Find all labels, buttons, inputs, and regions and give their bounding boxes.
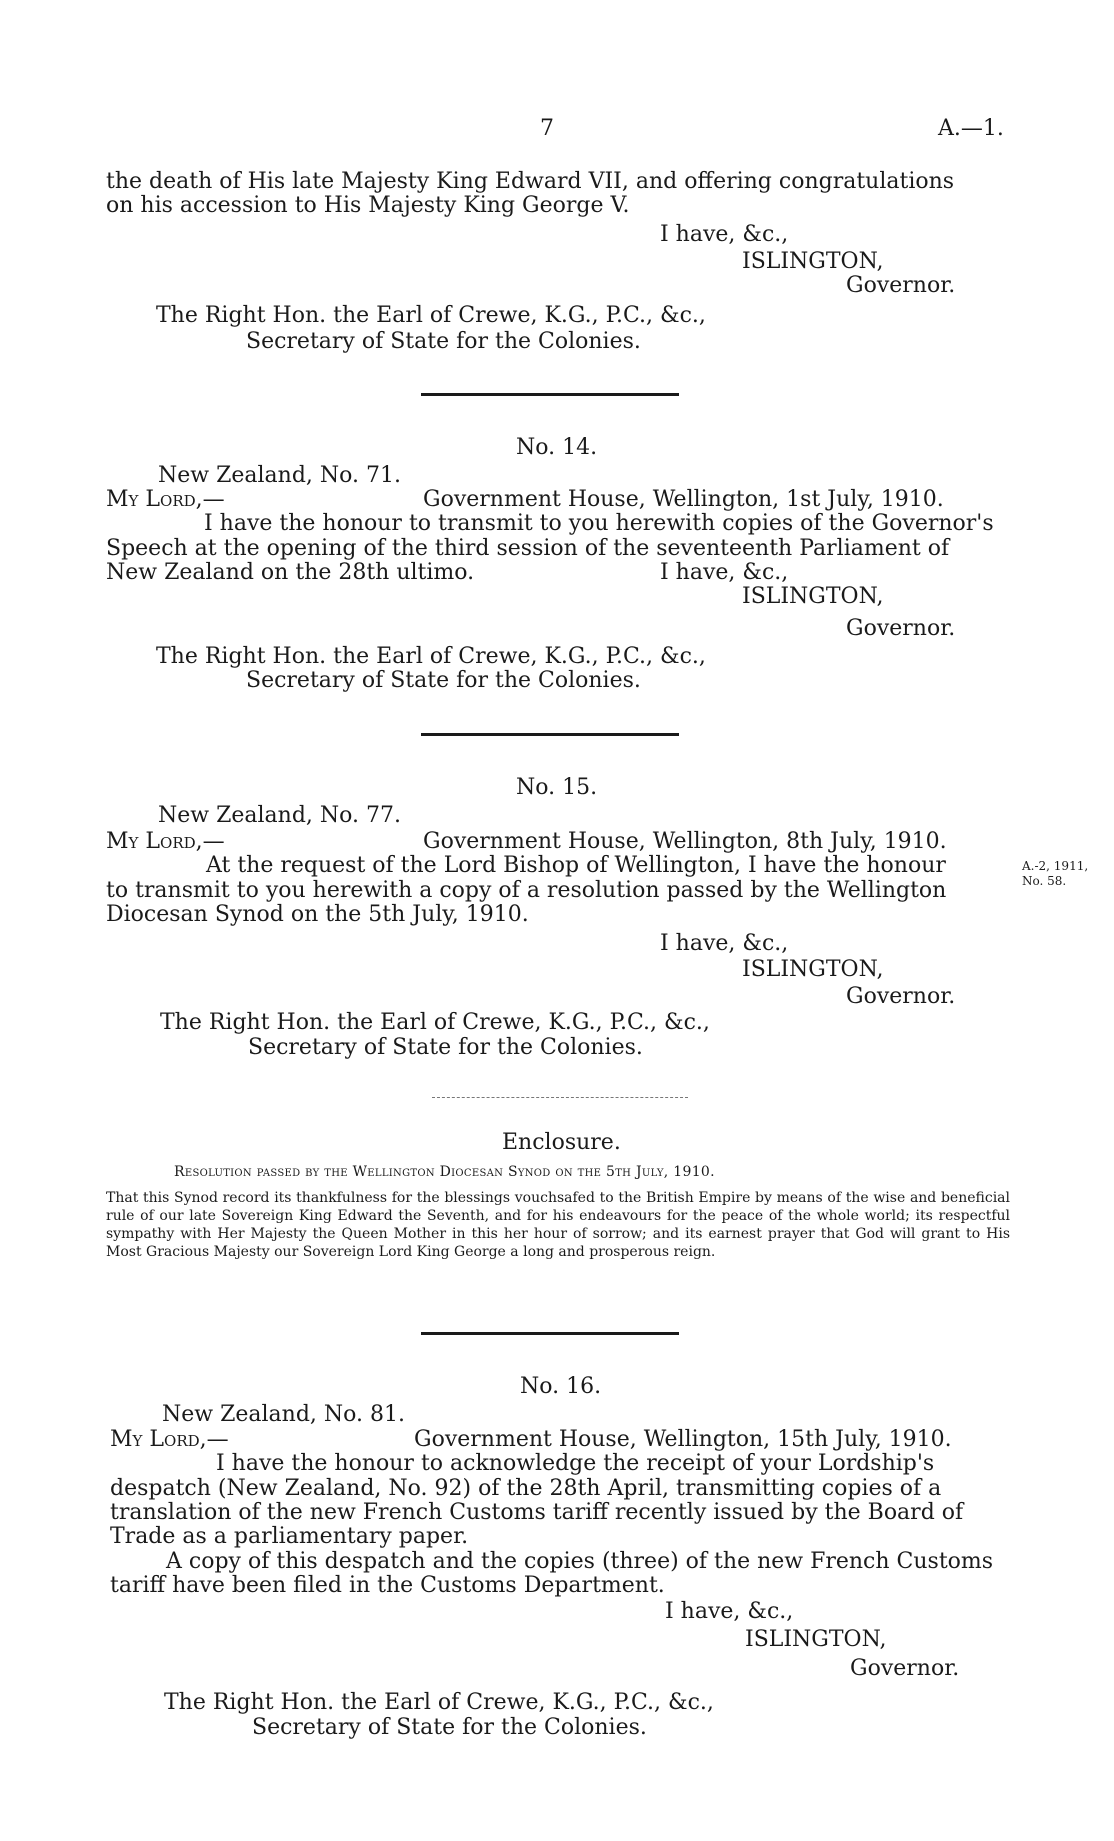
no15-addressee-line-1: The Right Hon. the Earl of Crewe, K.G., P.C., &c., (160, 1010, 710, 1035)
no14-addressee-line-1: The Right Hon. the Earl of Crewe, K.G., P.C., &c., (156, 644, 706, 669)
no15-heading: No. 15. (516, 775, 598, 800)
intro-line-1: the death of His late Majesty King Edward VII, and offering congratulations (106, 169, 955, 194)
no16-dispatch-number: New Zealand, No. 81. (162, 1402, 405, 1427)
enclosure-subheading: Resolution passed by the Wellington Diocesan Synod on the 5th July, 1910. (174, 1164, 715, 1180)
no16-salutation: My Lord,— (110, 1427, 229, 1452)
no14-place-date: Government House, Wellington, 1st July, 1910. (423, 487, 944, 512)
intro-governor-title: Governor. (846, 273, 956, 298)
no15-dispatch-number: New Zealand, No. 77. (158, 803, 401, 828)
no14-addressee-line-2: Secretary of State for the Colonies. (246, 668, 641, 693)
no14-dispatch-number: New Zealand, No. 71. (158, 463, 401, 488)
no16-body-line-5: A copy of this despatch and the copies (three) of the new French Customs (166, 1549, 994, 1574)
section-divider (421, 733, 679, 736)
no14-salutation: My Lord,— (106, 487, 225, 512)
no14-body-line-3: New Zealand on the 28th ultimo. (106, 560, 475, 585)
no14-governor-title: Governor. (846, 616, 956, 641)
no16-heading: No. 16. (520, 1374, 602, 1399)
no14-body-line-1: I have the honour to transmit to you herewith copies of the Governor's (204, 511, 994, 536)
enclosure-heading: Enclosure. (502, 1130, 621, 1155)
section-divider (421, 393, 679, 396)
enclosure-resolution-text: That this Synod record its thankfulness for the blessings vouchsafed to the British Empire by means of the wise and beneficial rule of our late Sovereign King Edward the Seventh, and for his endeavours for the peace of the whole world; its respectful sympathy with Her Majesty the Queen Mother in this her hour of sorrow; and its earnest prayer that God will grant to His Most Gracious Majesty our Sovereign Lord King George a long and prosperous reign. (106, 1190, 1010, 1260)
section-divider (421, 1332, 679, 1335)
no14-body-line-2: Speech at the opening of the third session of the seventeenth Parliament of (106, 536, 950, 561)
no15-body-line-1: At the request of the Lord Bishop of Wellington, I have the honour (206, 853, 946, 878)
document-reference: A.—1. (938, 116, 1004, 141)
no15-salutation: My Lord,— (106, 829, 225, 854)
no15-addressee-line-2: Secretary of State for the Colonies. (248, 1035, 643, 1060)
enclosure-divider (432, 1097, 688, 1098)
no16-governor-title: Governor. (850, 1656, 960, 1681)
no16-place-date: Government House, Wellington, 15th July, 1910. (414, 1427, 952, 1452)
no16-body-line-4: Trade as a parliamentary paper. (110, 1524, 469, 1549)
no15-margin-note-line-2: No. 58. (1022, 874, 1067, 888)
no16-closing: I have, &c., (665, 1599, 794, 1624)
intro-addressee-line-2: Secretary of State for the Colonies. (246, 329, 641, 354)
no16-body-line-6: tariff have been filed in the Customs Department. (110, 1573, 665, 1598)
page-number: 7 (540, 116, 554, 141)
intro-addressee-line-1: The Right Hon. the Earl of Crewe, K.G., P.C., &c., (156, 303, 706, 328)
no16-body-line-3: translation of the new French Customs tariff recently issued by the Board of (110, 1500, 964, 1525)
no14-heading: No. 14. (516, 435, 598, 460)
no16-body-line-2: despatch (New Zealand, No. 92) of the 28th April, transmitting copies of a (110, 1476, 942, 1501)
no15-body-line-2: to transmit to you herewith a copy of a resolution passed by the Wellington (106, 878, 947, 903)
no15-margin-note-line-1: A.-2, 1911, (1022, 859, 1089, 873)
no16-body-line-1: I have the honour to acknowledge the receipt of your Lordship's (216, 1451, 935, 1476)
no15-closing: I have, &c., (660, 931, 789, 956)
no15-signature: ISLINGTON, (742, 957, 884, 982)
no14-signature: ISLINGTON, (742, 584, 884, 609)
intro-signature: ISLINGTON, (742, 249, 884, 274)
no16-addressee-line-2: Secretary of State for the Colonies. (252, 1715, 647, 1740)
no15-body-line-3: Diocesan Synod on the 5th July, 1910. (106, 902, 529, 927)
intro-closing: I have, &c., (660, 222, 789, 247)
no16-addressee-line-1: The Right Hon. the Earl of Crewe, K.G., P.C., &c., (164, 1690, 714, 1715)
no15-place-date: Government House, Wellington, 8th July, 1910. (423, 829, 947, 854)
no15-governor-title: Governor. (846, 984, 956, 1009)
intro-line-2: on his accession to His Majesty King George V. (106, 193, 630, 218)
no14-closing: I have, &c., (660, 560, 789, 585)
no16-signature: ISLINGTON, (745, 1627, 887, 1652)
